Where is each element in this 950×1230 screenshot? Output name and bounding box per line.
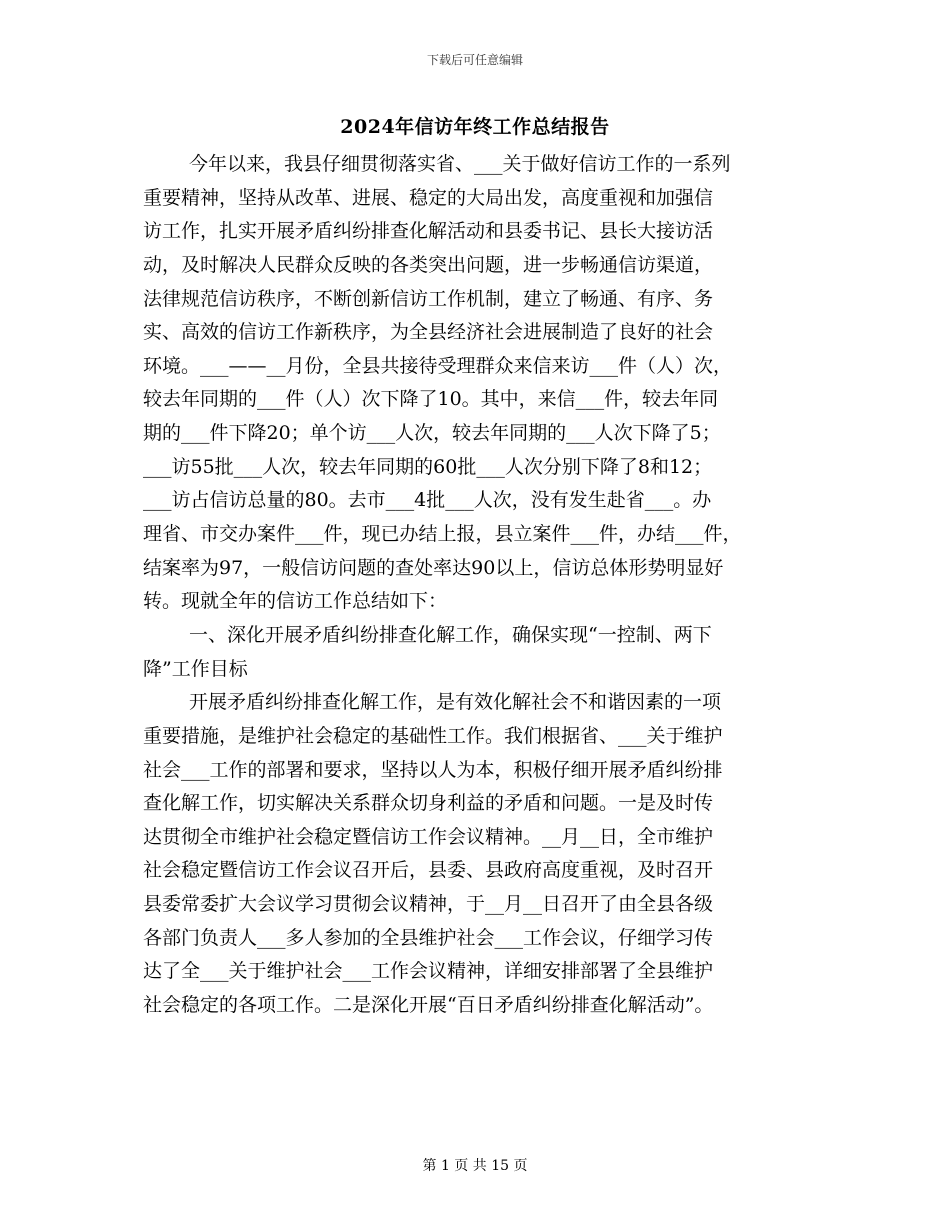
body-line: 较去年同期的___件（人）次下降了10。其中，来信___件，较去年同 (143, 388, 719, 411)
body-line: 实、高效的信访工作新秩序，为全县经济社会进展制造了良好的社会 (143, 321, 714, 344)
document-body (143, 148, 813, 1023)
page-number: 第 1 页 共 15 页 (422, 1158, 528, 1174)
page-header-note: 下载后可任意编辑 (426, 53, 523, 67)
section-heading-line: 降”工作目标 (143, 657, 248, 680)
body-line: 各部门负责人___多人参加的全县维护社会___工作会议，仔细学习传 (143, 926, 714, 949)
body-line: 开展矛盾纠纷排查化解工作，是有效化解社会不和谐因素的一项 (189, 691, 722, 714)
body-line: ___访占信访总量的80。去市___4批___人次，没有发生赴省___。办 (143, 489, 712, 512)
body-line: 重要精神，坚持从改革、进展、稳定的大局出发，高度重视和加强信 (143, 186, 714, 209)
body-line: 重要措施，是维护社会稳定的基础性工作。我们根据省、___关于维护 (143, 724, 723, 747)
body-line: 法律规范信访秩序，不断创新信访工作机制，建立了畅通、有序、务 (143, 287, 714, 310)
body-line: 社会___工作的部署和要求，坚持以人为本，积极仔细开展矛盾纠纷排 (143, 758, 723, 781)
section-heading-line: 一、深化开展矛盾纠纷排查化解工作，确保实现“一控制、两下 (189, 623, 712, 646)
body-line: 县委常委扩大会议学习贯彻会议精神，于__月__日召开了由全县各级 (143, 893, 714, 916)
body-line: ___访55批___人次，较去年同期的60批___人次分别下降了8和12； (143, 455, 713, 478)
body-line: 今年以来，我县仔细贯彻落实省、___关于做好信访工作的一系列 (189, 153, 731, 175)
body-line: 转。现就全年的信访工作总结如下： (143, 590, 448, 613)
body-line: 查化解工作，切实解决关系群众切身利益的矛盾和问题。一是及时传 (143, 792, 714, 815)
body-line: 达贯彻全市维护社会稳定暨信访工作会议精神。__月__日，全市维护 (143, 825, 714, 848)
body-line: 社会稳定的各项工作。二是深化开展“百日矛盾纠纷排查化解活动”。 (143, 994, 714, 1017)
body-line: 结案率为97，一般信访问题的查处率达90以上，信访总体形势明显好 (143, 556, 724, 579)
document-title: 2024年信访年终工作总结报告 (340, 116, 610, 138)
body-line: 环境。___——__月份，全县共接待受理群众来信来访___件（人）次， (143, 354, 733, 377)
body-line: 理省、市交办案件___件，现已办结上报，县立案件___件，办结___件， (143, 523, 742, 546)
body-line: 达了全___关于维护社会___工作会议精神，详细安排部署了全县维护 (143, 960, 714, 983)
body-line: 社会稳定暨信访工作会议召开后，县委、县政府高度重视，及时召开 (143, 859, 714, 882)
body-line: 访工作，扎实开展矛盾纠纷排查化解活动和县委书记、县长大接访活 (143, 220, 714, 243)
body-line: 期的___件下降20；单个访___人次，较去年同期的___人次下降了5； (143, 422, 721, 445)
body-line: 动，及时解决人民群众反映的各类突出问题，进一步畅通信访渠道， (143, 253, 714, 276)
